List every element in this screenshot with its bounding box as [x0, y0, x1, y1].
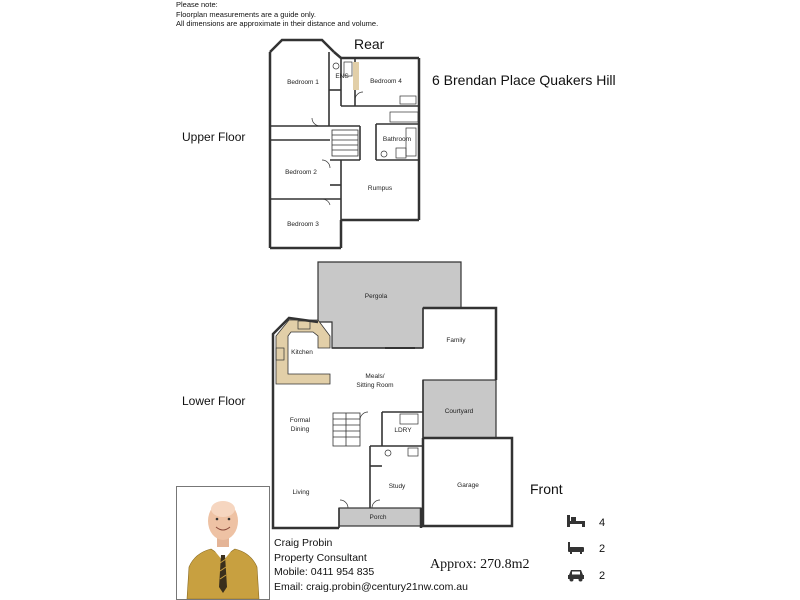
- agent-details: [274, 536, 468, 594]
- room-meals: Meals/: [365, 373, 385, 380]
- room-garage: Garage: [457, 482, 479, 489]
- car-icon: [566, 568, 586, 582]
- upper-outer-wall: [270, 40, 334, 52]
- room-rumpus: Rumpus: [367, 185, 393, 192]
- bed-icon: [566, 514, 586, 528]
- agent-mobile: Mobile: 0411 954 835: [274, 566, 375, 578]
- lower-floor-label: Lower Floor: [182, 394, 246, 408]
- car-count: 2: [599, 570, 606, 582]
- room-study: Study: [388, 483, 406, 490]
- room-pergola: Pergola: [364, 293, 388, 300]
- room-bedroom-4: Bedroom 4: [370, 78, 402, 85]
- upper-floor-label: Upper Floor: [182, 130, 246, 144]
- room-ldry: LDRY: [394, 427, 412, 434]
- bedroom-count: 4: [599, 517, 606, 529]
- room-courtyard: Courtyard: [444, 408, 474, 415]
- agent-title: Property Consultant: [274, 551, 367, 564]
- room-formal: Formal: [289, 417, 311, 424]
- room-bedroom-1: Bedroom 1: [287, 79, 319, 86]
- agent-photo: [176, 486, 270, 600]
- note-line-2: Floorplan measurements are a guide only.: [176, 9, 316, 19]
- upper-floor-plan: [270, 40, 419, 248]
- bathroom-count: 2: [599, 543, 606, 555]
- room-living: Living: [292, 489, 310, 496]
- bath-icon: [566, 541, 586, 555]
- room-bedroom-2: Bedroom 2: [285, 169, 317, 176]
- front-label: Front: [530, 481, 563, 497]
- note-line-3: All dimensions are approximate in their distance and volume.: [176, 19, 379, 28]
- room-dining: Dining: [290, 426, 310, 433]
- note-line-1: Please note:: [176, 0, 218, 9]
- room-ens: ENS: [335, 73, 349, 80]
- rear-label: Rear: [354, 36, 385, 52]
- agent-email: Email: craig.probin@century21nw.com.au: [274, 580, 468, 593]
- room-bedroom-3: Bedroom 3: [287, 221, 319, 228]
- room-family: Family: [446, 337, 466, 344]
- agent-name: Craig Probin: [274, 537, 333, 549]
- room-kitchen: Kitchen: [291, 349, 313, 356]
- room-porch: Porch: [369, 514, 387, 521]
- room-sitting-room: Sitting Room: [356, 382, 394, 389]
- approx-area: Approx: 270.8m2: [430, 557, 530, 572]
- room-bathroom: Bathroom: [382, 136, 412, 143]
- property-address: 6 Brendan Place Quakers Hill: [432, 72, 616, 88]
